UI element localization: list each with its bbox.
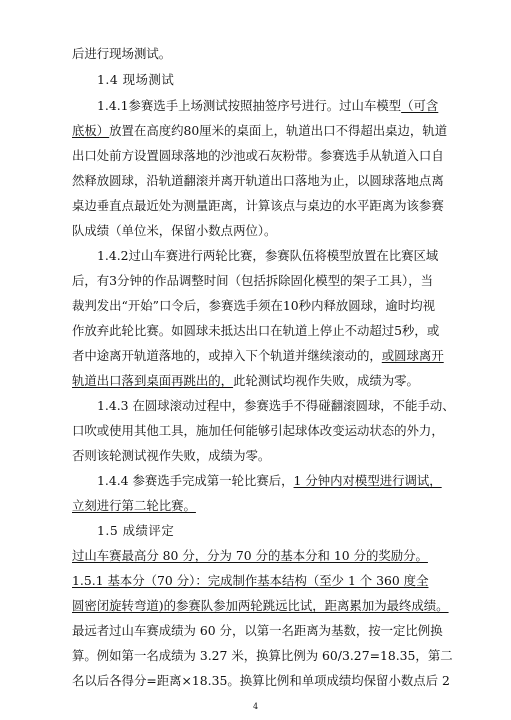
paragraph-line: 1.4.2过山车赛进行两轮比赛，参赛队伍将模型放置在比赛区域 xyxy=(97,248,439,263)
paragraph-line xyxy=(72,548,444,564)
paragraph-line xyxy=(72,498,444,514)
text-run: 1.4.4 参赛选手完成第一轮比赛后， xyxy=(97,473,294,488)
paragraph-line: 出口处前方设置圆球落地的沙池或石灰粉带。参赛选手从轨道入口自 xyxy=(72,148,444,163)
paragraph-line: 1.4.3 在圆球滚动过程中，参赛选手不得碰翻滚圆球，不能手动、 xyxy=(97,398,455,413)
paragraph-line: 名以后各得分=距离×18.35。换算比例和单项成绩均保留小数点后 2 xyxy=(72,673,450,688)
underlined-text: 底板） xyxy=(72,123,110,138)
paragraph-line: 后，有3分钟的作品调整时间（包括拆除固化模型的架子工具），当 xyxy=(72,273,434,288)
paragraph-line: 口吹或使用其他工具，施加任何能够引起球体改变运动状态的外力， xyxy=(72,423,444,438)
underlined-text: 圆密闭旋转弯道)的参赛队参加两轮跳远比试，距离累加为最终成绩。 xyxy=(72,598,449,613)
paragraph-line xyxy=(72,123,448,139)
underlined-text: 立刻进行第二轮比赛。 xyxy=(72,498,196,513)
paragraph-line xyxy=(97,98,444,114)
paragraph-line: 桌边垂直点最近处为测量距离，计算该点与桌边的水平距离为该参赛 xyxy=(72,198,444,213)
section-heading-1-5: 1.5 成绩评定 xyxy=(97,523,175,538)
underlined-text: 1 分钟内对模型进行调试， xyxy=(293,473,442,488)
text-run: 此轮测试均视作失败，成绩为零。 xyxy=(233,373,419,388)
text-run: 放置在高度约80厘米的桌面上，轨道出口不得超出桌边，轨道 xyxy=(109,123,448,138)
paragraph-line xyxy=(72,373,444,389)
paragraph-line: 裁判发出“开始”口令后，参赛选手须在10秒内释放圆球，逾时均视 xyxy=(72,298,435,313)
section-heading-1-4: 1.4 现场测试 xyxy=(97,72,175,87)
underlined-text: 或圆球离开 xyxy=(381,348,444,363)
paragraph-line xyxy=(97,473,444,489)
underlined-text: 1.5.1 基本分（70 分）：完成制作基本结构（至少 1 个 360 度全 xyxy=(72,573,429,588)
paragraph-line: 作放弃此轮比赛。如圆球未抵达出口在轨道上停止不动超过5秒，或 xyxy=(72,323,440,338)
paragraph-line: 算。例如第一名成绩为 3.27 米，换算比例为 60/3.27=18.35，第二 xyxy=(72,648,453,663)
paragraph-line xyxy=(72,348,444,364)
paragraph-line: 最远者过山车赛成绩为 60 分，以第一名距离为基数，按一定比例换 xyxy=(72,623,443,638)
paragraph-line: 后进行现场测试。 xyxy=(72,46,172,61)
text-run: 1.4.1参赛选手上场测试按照抽签序号进行。过山车模型 xyxy=(97,98,402,113)
page-number: 4 xyxy=(252,702,259,711)
paragraph-line xyxy=(72,573,444,589)
underlined-text: 过山车赛最高分 80 分，分为 70 分的基本分和 10 分的奖励分。 xyxy=(72,548,428,563)
paragraph-line xyxy=(72,598,449,614)
paragraph-line: 然释放圆球，沿轨道翻滚并离开轨道出口落地为止，以圆球落地点离 xyxy=(72,173,444,188)
text-run: 者中途离开轨道落地的，或掉入下个轨道并继续滚动的， xyxy=(72,348,382,363)
paragraph-line: 否则该轮测试视作失败，成绩为零。 xyxy=(72,448,271,463)
underlined-text: 轨道出口落到桌面再跳出的， xyxy=(72,373,234,388)
paragraph-line: 队成绩（单位米，保留小数点两位）。 xyxy=(72,223,277,238)
underlined-text: （可含 xyxy=(401,98,439,113)
